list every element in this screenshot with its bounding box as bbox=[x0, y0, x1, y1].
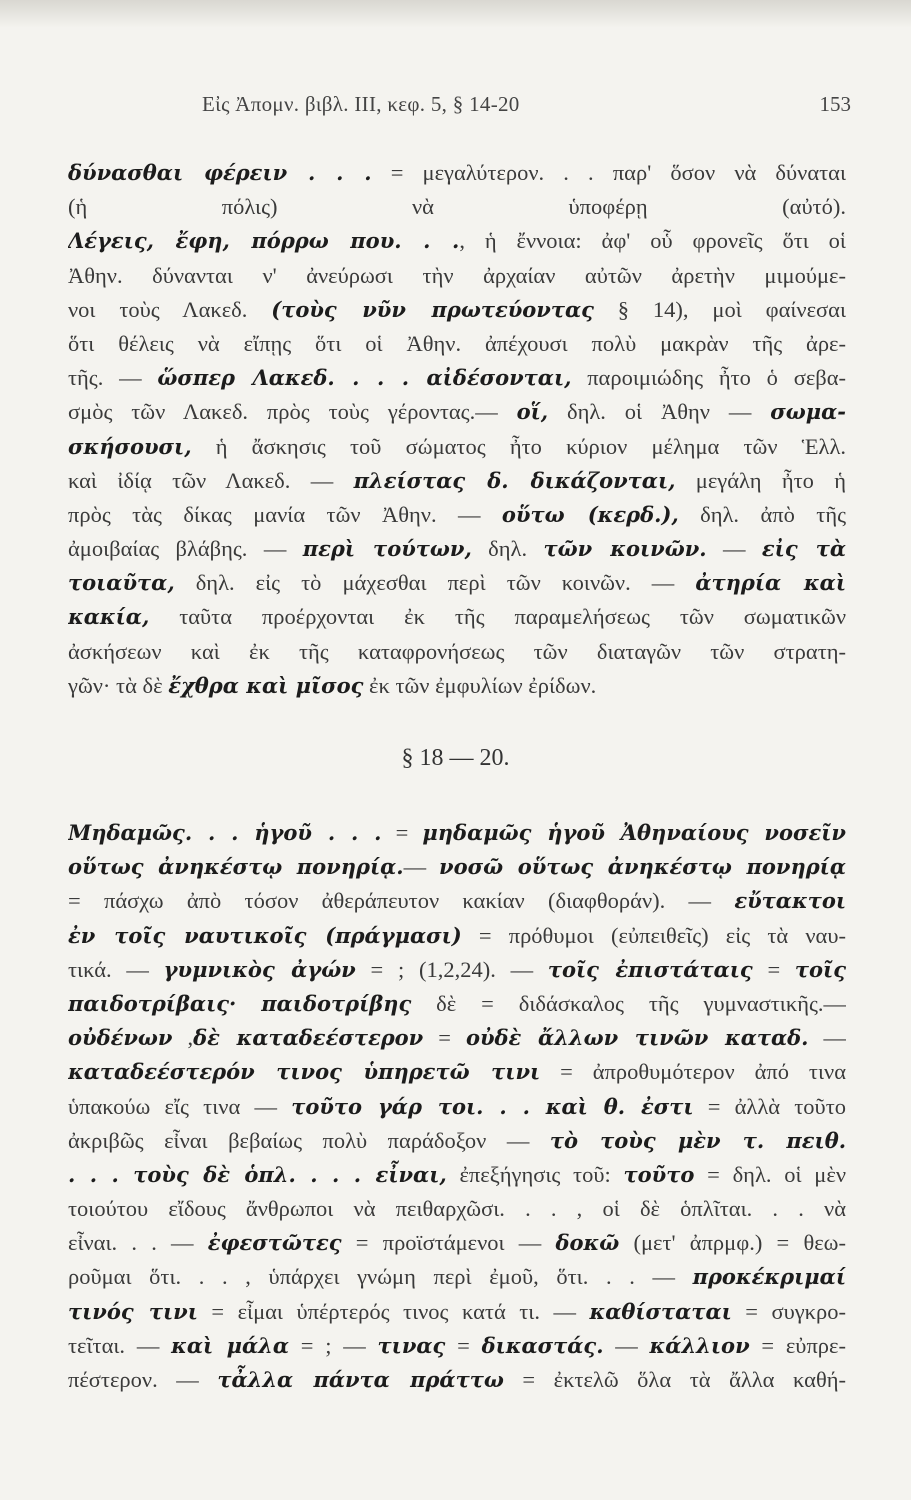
text-line bbox=[68, 816, 846, 850]
lemma-term: καταδεέστερόν τινος ὑπηρετῶ τινι bbox=[68, 1059, 541, 1085]
text-line bbox=[68, 635, 846, 669]
text-line bbox=[68, 919, 846, 953]
gloss-text: — bbox=[403, 854, 440, 880]
lemma-term: τινός τινι bbox=[68, 1298, 198, 1324]
gloss-text: δὲ = διδάσκαλος τῆς γυμναστικῆς.— bbox=[411, 990, 846, 1016]
lemma-term: παιδοτρίβης bbox=[261, 990, 412, 1016]
gloss-text: , bbox=[172, 1025, 194, 1051]
lemma-term: περὶ τούτων, bbox=[302, 536, 472, 562]
gloss-text: § 14), μοὶ φαίνεσαι bbox=[593, 296, 846, 322]
gloss-text: = bbox=[381, 820, 423, 845]
text-line bbox=[68, 884, 846, 918]
lemma-term: τινας bbox=[377, 1332, 446, 1358]
gloss-text: γῶν· τὰ δὲ bbox=[68, 672, 169, 698]
lemma-term: Λέγεις, ἔφη, πόρρω που. . . bbox=[68, 228, 460, 254]
text-line bbox=[68, 1363, 846, 1397]
gloss-text: — bbox=[808, 1025, 846, 1051]
gloss-text: (ἡ πόλις) νὰ ὑποφέρῃ (αὐτό). bbox=[68, 194, 846, 220]
text-line bbox=[68, 600, 846, 634]
gloss-text: = πρόθυμοι (εὐπειθεῖς) εἰς τὰ ναυ- bbox=[461, 922, 846, 948]
text-line bbox=[68, 1021, 846, 1055]
lemma-term: οὐδὲ ἄλλων τινῶν καταδ. bbox=[465, 1025, 809, 1051]
gloss-text: δηλ. bbox=[471, 536, 544, 562]
gloss-text: — bbox=[706, 536, 762, 562]
running-head bbox=[202, 92, 851, 126]
gloss-text: ταῦτα προέρχονται ἐκ τῆς παραμελήσεως τῶν σωματικῶν bbox=[149, 604, 846, 630]
text-line bbox=[68, 1124, 846, 1158]
text-line bbox=[68, 224, 846, 258]
gloss-text: ἀμοιβαίας βλάβης. — bbox=[68, 536, 303, 562]
lemma-term: κακία, bbox=[68, 604, 150, 630]
text-line bbox=[68, 987, 846, 1021]
text-line bbox=[68, 190, 846, 224]
gloss-text: ἡ ἄσκησις τοῦ σώματος ἦτο κύριον μέλημα τῶν Ἑλλ. bbox=[191, 433, 846, 459]
gloss-text: δηλ. εἰς τὸ μάχεσθαι περὶ τῶν κοινῶν. — bbox=[174, 570, 696, 596]
lemma-term: καὶ μάλα bbox=[171, 1332, 290, 1358]
commentary-section-14-17 bbox=[68, 156, 846, 703]
gloss-text: τικά. — bbox=[68, 956, 164, 982]
lemma-term: κάλλιον bbox=[649, 1332, 750, 1358]
gloss-text: ἐκ τῶν ἐμφυλίων ἐρίδων. bbox=[363, 672, 597, 698]
lemma-term: Μηδαμῶς. . . ἡγοῦ . . . bbox=[68, 820, 382, 845]
lemma-term: τοῖς ἐπιστάταις bbox=[547, 956, 753, 982]
gloss-text: = πάσχω ἀπὸ τόσον ἀθεράπευτον κακίαν (διαφθοράν). — bbox=[68, 888, 735, 914]
lemma-term: δικαστάς. bbox=[481, 1332, 604, 1358]
page-top-shadow bbox=[0, 0, 911, 28]
lemma-term: νοσῶ οὕτως ἀνηκέστῳ πονηρίᾳ bbox=[439, 854, 846, 880]
lemma-term: ἐφεστῶτες bbox=[207, 1230, 342, 1256]
lemma-term: οὕτω (κερδ.), bbox=[501, 501, 679, 527]
gloss-text: = ἀλλὰ τοῦτο bbox=[693, 1093, 846, 1119]
lemma-term: πλείστας δ. δικάζονται, bbox=[353, 467, 676, 493]
text-line bbox=[68, 953, 846, 987]
lemma-term: καθίσταται bbox=[589, 1298, 732, 1324]
text-line bbox=[68, 361, 846, 395]
text-line bbox=[68, 464, 846, 498]
gloss-text: — bbox=[603, 1332, 650, 1358]
gloss-text: πέστερον. — bbox=[68, 1367, 218, 1392]
gloss-text: = ἀπροθυμότερον ἀπό τινα bbox=[540, 1059, 846, 1085]
gloss-text: = ἐκτελῶ ὅλα τὰ ἄλλα καθή- bbox=[503, 1367, 846, 1392]
text-line bbox=[68, 430, 846, 464]
page-number: 153 bbox=[819, 92, 851, 116]
text-line bbox=[68, 850, 846, 884]
text-line bbox=[68, 259, 846, 293]
lemma-term: τοῦτο bbox=[623, 1161, 695, 1187]
lemma-term: σωμα- bbox=[770, 399, 846, 425]
text-line bbox=[68, 395, 846, 429]
lemma-term: . . . τοὺς δὲ ὁπλ. . . . εἶναι, bbox=[68, 1161, 447, 1187]
lemma-term: δοκῶ bbox=[555, 1230, 620, 1256]
lemma-term: σκήσουσι, bbox=[68, 433, 192, 459]
lemma-term: οὕτως ἀνηκέστῳ πονηρίᾳ. bbox=[68, 854, 404, 880]
text-line bbox=[68, 293, 846, 327]
gloss-text bbox=[236, 991, 261, 1016]
lemma-term: οὐδένων bbox=[68, 1025, 173, 1051]
gloss-text: τοιούτου εἴδους ἄνθρωποι νὰ πειθαρχῶσι. . . , οἱ δὲ ὁπλῖται. . . νὰ bbox=[68, 1196, 846, 1222]
gloss-text: νοι τοὺς Λακεδ. bbox=[68, 296, 272, 322]
gloss-text: ὅτι θέλεις νὰ εἴπῃς ὅτι οἱ Ἀθην. ἀπέχουσι πολὺ μακρὰν τῆς ἀρε- bbox=[68, 330, 846, 356]
gloss-text: (μετ' ἀπρμφ.) = θεω- bbox=[619, 1230, 846, 1256]
gloss-text: Ἀθην. δύνανται ν' ἀνεύρωσι τὴν ἀρχαίαν αὐτῶν ἀρετὴν μιμούμε- bbox=[68, 262, 846, 288]
gloss-text: παροιμιώδης ἦτο ὁ σεβα- bbox=[571, 365, 846, 391]
lemma-term: ὥσπερ Λακεδ. . . . αἰδέσονται, bbox=[157, 365, 572, 391]
text-line bbox=[68, 1055, 846, 1089]
running-head-title: Εἰς Ἀπομν. βιβλ. III, κεφ. 5, § 14-20 bbox=[202, 92, 520, 116]
text-line bbox=[68, 669, 846, 703]
text-line bbox=[68, 498, 846, 532]
lemma-term: εἰς τὰ bbox=[761, 536, 846, 562]
text-line bbox=[68, 156, 846, 190]
gloss-text: δηλ. ἀπὸ τῆς bbox=[678, 501, 846, 527]
gloss-text: = bbox=[445, 1332, 482, 1358]
gloss-text: ροῦμαι ὅτι. . . , ὑπάρχει γνώμη περὶ ἐμοῦ, ὅτι. . . — bbox=[68, 1264, 693, 1290]
gloss-text: = εἶμαι ὑπέρτερός τινος κατά τι. — bbox=[197, 1298, 590, 1324]
gloss-text: ἀσκήσεων καὶ ἐκ τῆς καταφρονήσεως τῶν διαταγῶν τῶν στρατη- bbox=[68, 638, 846, 664]
lemma-term: ἔχθρα καὶ μῖσος bbox=[168, 672, 364, 698]
gloss-text: ὑπακούω εἴς τινα — bbox=[68, 1093, 292, 1119]
text-line bbox=[68, 1158, 846, 1192]
lemma-term: τῶν κοινῶν. bbox=[543, 536, 707, 562]
lemma-term: τοῦτο γάρ τοι. . . καὶ θ. ἐστι bbox=[291, 1093, 694, 1119]
gloss-text: = μεγαλύτερον. . . παρ' ὅσον νὰ δύναται bbox=[371, 160, 846, 185]
gloss-text: = προϊστάμενοι — bbox=[341, 1230, 556, 1256]
lemma-term: οἵ, bbox=[516, 399, 549, 425]
text-line bbox=[68, 532, 846, 566]
lemma-term: προκέκριμαί bbox=[692, 1264, 846, 1290]
lemma-term: παιδοτρίβαις· bbox=[68, 990, 237, 1016]
commentary-section-18-20 bbox=[68, 816, 846, 1397]
lemma-term: ἀτηρία καὶ bbox=[695, 570, 846, 596]
gloss-text: ἐπεξήγησις τοῦ: bbox=[446, 1161, 624, 1187]
lemma-term: τἆλλα πάντα πράττω bbox=[217, 1367, 504, 1392]
gloss-text: = ; — bbox=[289, 1332, 378, 1358]
lemma-term: (τοὺς νῦν πρωτεύοντας bbox=[271, 296, 594, 322]
gloss-text: = δηλ. οἱ μὲν bbox=[694, 1161, 846, 1187]
lemma-term: εὔτακτοι bbox=[734, 888, 846, 914]
gloss-text: = bbox=[423, 1025, 466, 1051]
gloss-text: τεῖται. — bbox=[68, 1332, 172, 1358]
gloss-text: = ; (1,2,24). — bbox=[355, 956, 548, 982]
text-line bbox=[68, 1329, 846, 1363]
gloss-text: καὶ ἰδίᾳ τῶν Λακεδ. — bbox=[68, 467, 354, 493]
lemma-term: δύνασθαι φέρειν . . . bbox=[68, 160, 372, 185]
text-line bbox=[68, 1226, 846, 1260]
section-heading: § 18 — 20. bbox=[401, 745, 510, 771]
gloss-text: σμὸς τῶν Λακεδ. πρὸς τοὺς γέροντας.— bbox=[68, 399, 517, 425]
lemma-term: τὸ τοὺς μὲν τ. πειθ. bbox=[549, 1127, 846, 1153]
lemma-term: γυμνικὸς ἀγών bbox=[163, 956, 356, 982]
lemma-term: μηδαμῶς ἡγοῦ Ἀθηναίους νοσεῖν bbox=[422, 820, 846, 845]
gloss-text: = συγκρο- bbox=[731, 1298, 846, 1324]
lemma-term: δὲ καταδεέστερον bbox=[193, 1025, 424, 1051]
gloss-text: , ἡ ἔννοια: ἀφ' οὗ φρονεῖς ὅτι οἱ bbox=[459, 228, 846, 254]
lemma-term: τοῖς bbox=[794, 956, 846, 982]
gloss-text: μεγάλη ἦτο ἡ bbox=[675, 467, 846, 493]
text-line bbox=[68, 1192, 846, 1226]
text-line bbox=[68, 1295, 846, 1329]
gloss-text: δηλ. οἱ Ἀθην — bbox=[548, 399, 771, 425]
gloss-text: = bbox=[752, 956, 795, 982]
text-line bbox=[68, 1090, 846, 1124]
lemma-term: ἐν τοῖς ναυτικοῖς (πράγμασι) bbox=[68, 922, 462, 948]
gloss-text: πρὸς τὰς δίκας μανία τῶν Ἀθην. — bbox=[68, 501, 502, 527]
text-line bbox=[68, 1260, 846, 1294]
text-line bbox=[68, 566, 846, 600]
lemma-term: τοιαῦτα, bbox=[68, 570, 175, 596]
text-line bbox=[68, 327, 846, 361]
gloss-text: εἶναι. . . — bbox=[68, 1230, 208, 1256]
gloss-text: = εὐπρε- bbox=[749, 1332, 846, 1358]
gloss-text: ἀκριβῶς εἶναι βεβαίως πολὺ παράδοξον — bbox=[68, 1127, 550, 1153]
gloss-text: τῆς. — bbox=[68, 365, 158, 391]
